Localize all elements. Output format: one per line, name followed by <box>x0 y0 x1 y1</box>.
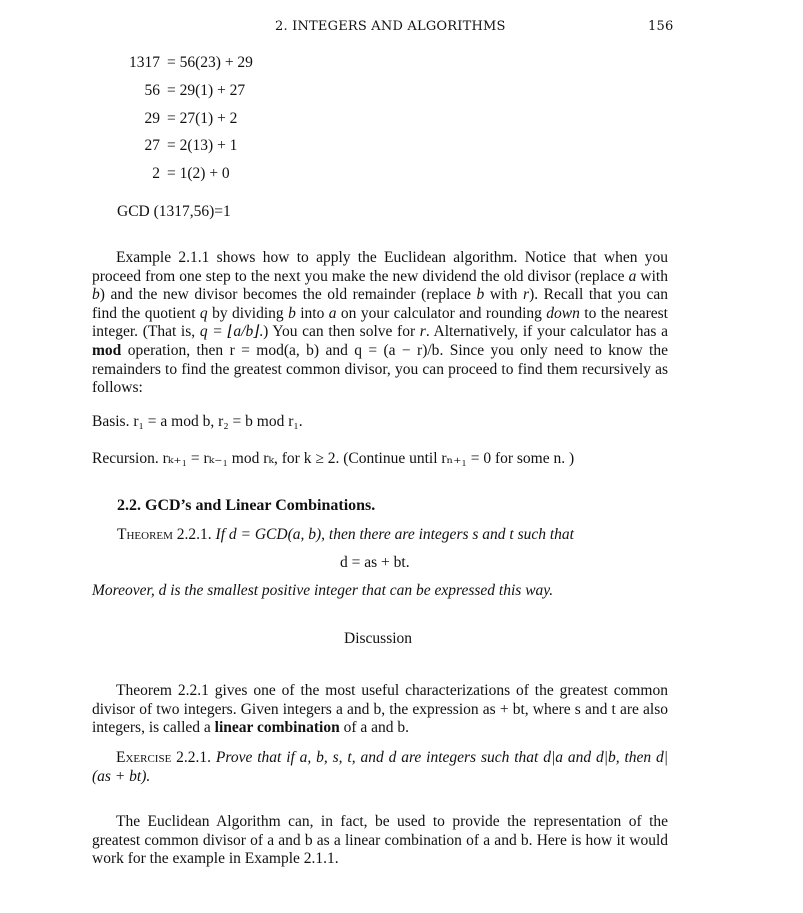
step-rhs: = 2(13) + 1 <box>167 137 238 154</box>
exercise-block <box>92 749 668 786</box>
theorem-label: Theorem 2.2.1. <box>117 526 212 543</box>
running-header-title: 2. INTEGERS AND ALGORITHMS <box>275 19 506 34</box>
step-lhs: 27 <box>144 137 160 154</box>
step-lhs: 56 <box>144 82 160 99</box>
step-rhs: = 27(1) + 2 <box>167 110 238 127</box>
step-lhs: 1317 <box>129 54 160 71</box>
step-rhs: = 56(23) + 29 <box>167 54 253 71</box>
section-heading: 2.2. GCD’s and Linear Combinations. <box>117 497 376 514</box>
discussion-heading: Discussion <box>344 630 413 647</box>
example-paragraph: Example 2.1.1 shows how to apply the Euclidean algorithm. Notice that when you proceed from one step to the next you make the new dividend the old divisor (replace a with b) and the new divisor becomes the old remainder (replace b with r). Recall that you can find the quotient q by dividing b into a on your calculator and rounding down to the nearest integer. (That is, q = ⌊a/b⌋.) You can then solve for r. Alternatively, if your calculator has a mod operation, then r = mod(a, b) and q = (a − r)/b. Since you only need to know the remainders to find the greatest common divisor, you can proceed to find them recursively as follows: <box>92 249 668 397</box>
theorem-display-equation: d = as + bt. <box>340 554 410 571</box>
linear-combination-term: linear combination <box>214 719 340 737</box>
theorem-statement: If d = GCD(a, b), then there are integers s and t such that <box>215 526 574 543</box>
step-rhs: = 1(2) + 0 <box>167 165 230 182</box>
step-lhs: 2 <box>152 165 160 182</box>
theorem-line <box>117 526 574 544</box>
theorem-continuation: Moreover, d is the smallest positive integer that can be expressed this way. <box>92 582 554 599</box>
exercise-label: Exercise 2.2.1. <box>116 749 212 766</box>
page-number: 156 <box>648 19 674 34</box>
step-rhs: = 29(1) + 27 <box>167 82 246 99</box>
step-lhs: 29 <box>144 110 160 127</box>
discussion-paragraph: Theorem 2.2.1 gives one of the most useful characterizations of the greatest common divisor of two integers. Given integers a and b, the expression as + bt, where s and t are also integers, is called a linear combination of a and b. <box>92 682 668 737</box>
recursion-line: Recursion. rₖ₊₁ = rₖ₋₁ mod rₖ, for k ≥ 2. (Continue until rₙ₊₁ = 0 for some n. ) <box>92 450 575 467</box>
exercise-statement: Prove that if a, b, s, t, and d are integers such that d|a and d|b, then d|(as + bt). <box>92 749 669 785</box>
closing-paragraph: The Euclidean Algorithm can, in fact, be used to provide the representation of the greatest common divisor of a and b as a linear combination of a and b. Here is how it would work for the example in Example 2.1.1. <box>92 813 668 868</box>
gcd-result: GCD (1317,56)=1 <box>117 203 231 220</box>
basis-line: Basis. r₁ = a mod b, r₂ = b mod r₁. <box>92 413 303 430</box>
